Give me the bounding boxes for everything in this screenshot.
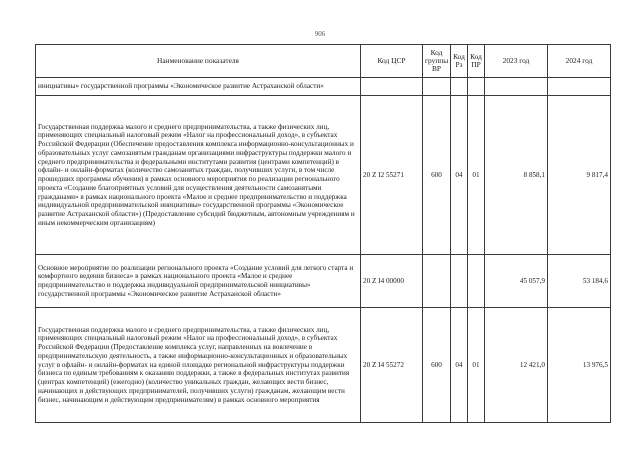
- header-name: Наименование показателя: [36, 45, 361, 78]
- row-2024: 13 976,5: [548, 308, 611, 423]
- budget-table: [35, 44, 611, 423]
- row-2024: 9 817,4: [548, 96, 611, 255]
- row-name: Государственная поддержка малого и среднего предпринимательства, а также физических лиц, применяющих специальный налоговый режим «Налог на профессиональный доход», в субъектах Российской Федерации (Обеспечение предоставления комплекса информационно-консультационных и образовательных услуг самозанятым гражданам организациями инфраструктуры поддержки малого и среднего предпринимательства и федеральными институтами развития (центрами компетенций) в офлайн- и онлайн-форматах (количество самозанятых граждан, получивших услуги, в том числе прошедших программы обучения) в рамках основного мероприятия по реализации регионального проекта «Создание благоприятных условий для осуществления деятельности самозанятыми гражданами» в рамках национального проекта «Малое и среднее предпринимательство и поддержка индивидуальной предпринимательской инициативы» государственной программы «Экономическое развитие Астраханской области») (Предоставление субсидий бюджетным, автономным учреждениям и иным некоммерческим организациям): [36, 96, 361, 255]
- table-header-row: [36, 45, 611, 78]
- row-rz: 04: [451, 96, 468, 255]
- row-2024: [548, 78, 611, 96]
- row-csr: [361, 78, 423, 96]
- row-vr: 600: [423, 96, 451, 255]
- row-pr: 01: [468, 96, 485, 255]
- row-csr: 20 Z I4 55272: [361, 308, 423, 423]
- row-name: Государственная поддержка малого и среднего предпринимательства, а также физических лиц, применяющих специальный налоговый режим «Налог на профессиональный доход», в субъектах Российской Федерации (Предоставление комплекса услуг, направленных на вовлечение в предпринимательскую деятельность, а также информационно-консультационных и образовательных услуг в офлайн- и онлайн-форматах на единой площадке региональной инфраструктуры поддержки бизнеса по единым требованиям к оказанию поддержки, а также в федеральных институтах развития (центрах компетенций) (ежегодно) (количество уникальных граждан, желающих вести бизнес, начинающих и действующих предпринимателей, получивших услуги) гражданам, желающим вести бизнес, начинающим и действующим предпринимателям) в рамках основного мероприятия: [36, 308, 361, 423]
- row-vr: [423, 78, 451, 96]
- header-pr: Код ПР: [468, 45, 485, 78]
- row-2023: 8 858,1: [485, 96, 548, 255]
- row-2023: 12 421,0: [485, 308, 548, 423]
- header-csr: Код ЦСР: [361, 45, 423, 78]
- row-rz: [451, 255, 468, 308]
- row-vr: 600: [423, 308, 451, 423]
- page-number: 906: [314, 30, 326, 38]
- table-row: [36, 96, 611, 255]
- table-row: [36, 308, 611, 423]
- header-2023: 2023 год: [485, 45, 548, 78]
- row-name: инициативы» государственной программы «Экономическое развитие Астраханской области»: [36, 78, 361, 96]
- table-row: [36, 78, 611, 96]
- row-name: Основное мероприятие по реализации регионального проекта «Создание условий для легкого старта и комфортного ведения бизнеса» в рамках национального проекта «Малое и среднее предпринимательство и поддержка индивидуальной предпринимательской инициативы» государственной программы «Экономическое развитие Астраханской области»: [36, 255, 361, 308]
- row-pr: 01: [468, 308, 485, 423]
- row-2024: 53 184,6: [548, 255, 611, 308]
- row-csr: 20 Z I4 00000: [361, 255, 423, 308]
- row-csr: 20 Z I2 55271: [361, 96, 423, 255]
- header-rz: Код Рз: [451, 45, 468, 78]
- row-pr: [468, 78, 485, 96]
- row-rz: 04: [451, 308, 468, 423]
- header-vr: Код группы ВР: [423, 45, 451, 78]
- row-2023: [485, 78, 548, 96]
- header-2024: 2024 год: [548, 45, 611, 78]
- table-row: [36, 255, 611, 308]
- row-vr: [423, 255, 451, 308]
- row-pr: [468, 255, 485, 308]
- row-2023: 45 057,9: [485, 255, 548, 308]
- row-rz: [451, 78, 468, 96]
